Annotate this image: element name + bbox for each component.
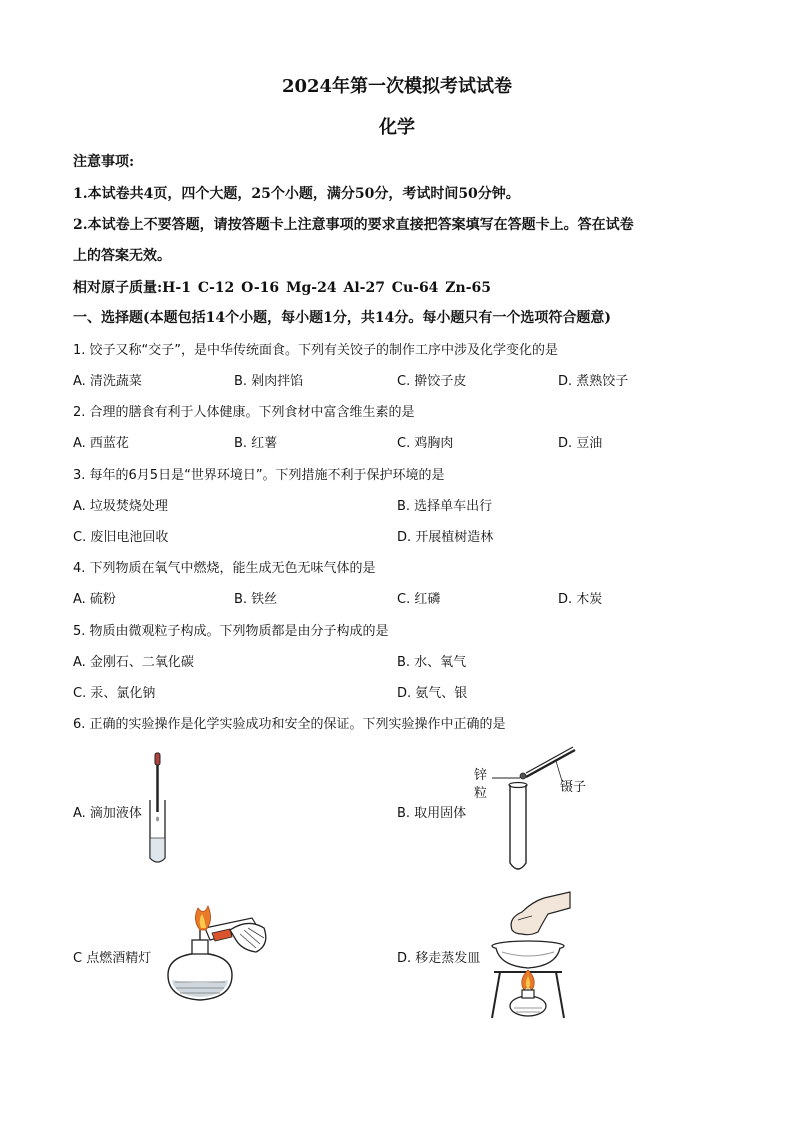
option-a: A. 金刚石、二氧化碳 bbox=[73, 655, 194, 670]
option-a: A. 滴加液体 bbox=[73, 806, 142, 821]
option-b: B. 取用固体 bbox=[397, 806, 467, 821]
option-b: B. 选择单车出行 bbox=[397, 499, 493, 514]
dropper-test-tube-figure bbox=[140, 750, 180, 870]
atomic-masses: 相对原子质量:H-1 C-12 O-16 Mg-24 Al-27 Cu-64 Zn-65 bbox=[73, 280, 491, 296]
option-d: D. 移走蒸发皿 bbox=[397, 951, 481, 966]
zinc-label-1: 锌 bbox=[474, 768, 488, 783]
notes-line-2b: 上的答案无效。 bbox=[73, 248, 171, 264]
notes-line-1: 1.本试卷共4页，四个大题，25个小题，满分50分，考试时间50分钟。 bbox=[73, 186, 520, 202]
option-d: D. 煮熟饺子 bbox=[558, 374, 629, 389]
option-c: C 点燃酒精灯 bbox=[73, 951, 152, 966]
option-d: D. 豆油 bbox=[558, 436, 603, 451]
question-stem: 6. 正确的实验操作是化学实验成功和安全的保证。下列实验操作中正确的是 bbox=[73, 717, 506, 732]
section-heading: 一、选择题(本题包括14个小题，每小题1分，共14分。每小题只有一个选项符合题意) bbox=[73, 310, 611, 326]
option-a: A. 硫粉 bbox=[73, 592, 116, 607]
question-stem: 5. 物质由微观粒子构成。下列物质都是由分子构成的是 bbox=[73, 624, 389, 639]
alcohol-lamp-figure bbox=[160, 900, 275, 1005]
option-c: C. 废旧电池回收 bbox=[73, 530, 169, 545]
question-stem: 2. 合理的膳食有利于人体健康。下列食材中富含维生素的是 bbox=[73, 405, 415, 420]
option-d: D. 木炭 bbox=[558, 592, 603, 607]
option-c: C. 鸡胸肉 bbox=[397, 436, 454, 451]
option-b: B. 红薯 bbox=[234, 436, 278, 451]
question-stem: 1. 饺子又称“交子”，是中华传统面食。下列有关饺子的制作工序中涉及化学变化的是 bbox=[73, 343, 559, 358]
option-c: C. 红磷 bbox=[397, 592, 441, 607]
option-a: A. 垃圾焚烧处理 bbox=[73, 499, 168, 514]
option-b: B. 水、氧气 bbox=[397, 655, 467, 670]
question-stem: 3. 每年的6月5日是“世界环境日”。下列措施不利于保护环境的是 bbox=[73, 468, 445, 483]
subject-title: 化学 bbox=[379, 117, 415, 138]
option-b: B. 铁丝 bbox=[234, 592, 278, 607]
tweezers-test-tube-figure bbox=[490, 745, 590, 875]
option-d: D. 开展植树造林 bbox=[397, 530, 494, 545]
option-d: D. 氨气、银 bbox=[397, 686, 468, 701]
notes-heading: 注意事项: bbox=[73, 154, 135, 170]
notes-line-2a: 2.本试卷上不要答题，请按答题卡上注意事项的要求直接把答案填写在答题卡上。答在试卷 bbox=[73, 217, 634, 233]
option-a: A. 西蓝花 bbox=[73, 436, 129, 451]
option-c: C. 汞、氯化钠 bbox=[73, 686, 156, 701]
evaporating-dish-figure bbox=[482, 890, 572, 1022]
option-a: A. 清洗蔬菜 bbox=[73, 374, 142, 389]
option-b: B. 剁肉拌馅 bbox=[234, 374, 304, 389]
option-c: C. 擀饺子皮 bbox=[397, 374, 467, 389]
exam-title: 2024年第一次模拟考试试卷 bbox=[281, 76, 513, 97]
tweezers-label: 镊子 bbox=[560, 780, 587, 795]
zinc-label-2: 粒 bbox=[474, 786, 488, 801]
question-stem: 4. 下列物质在氧气中燃烧，能生成无色无味气体的是 bbox=[73, 561, 376, 576]
